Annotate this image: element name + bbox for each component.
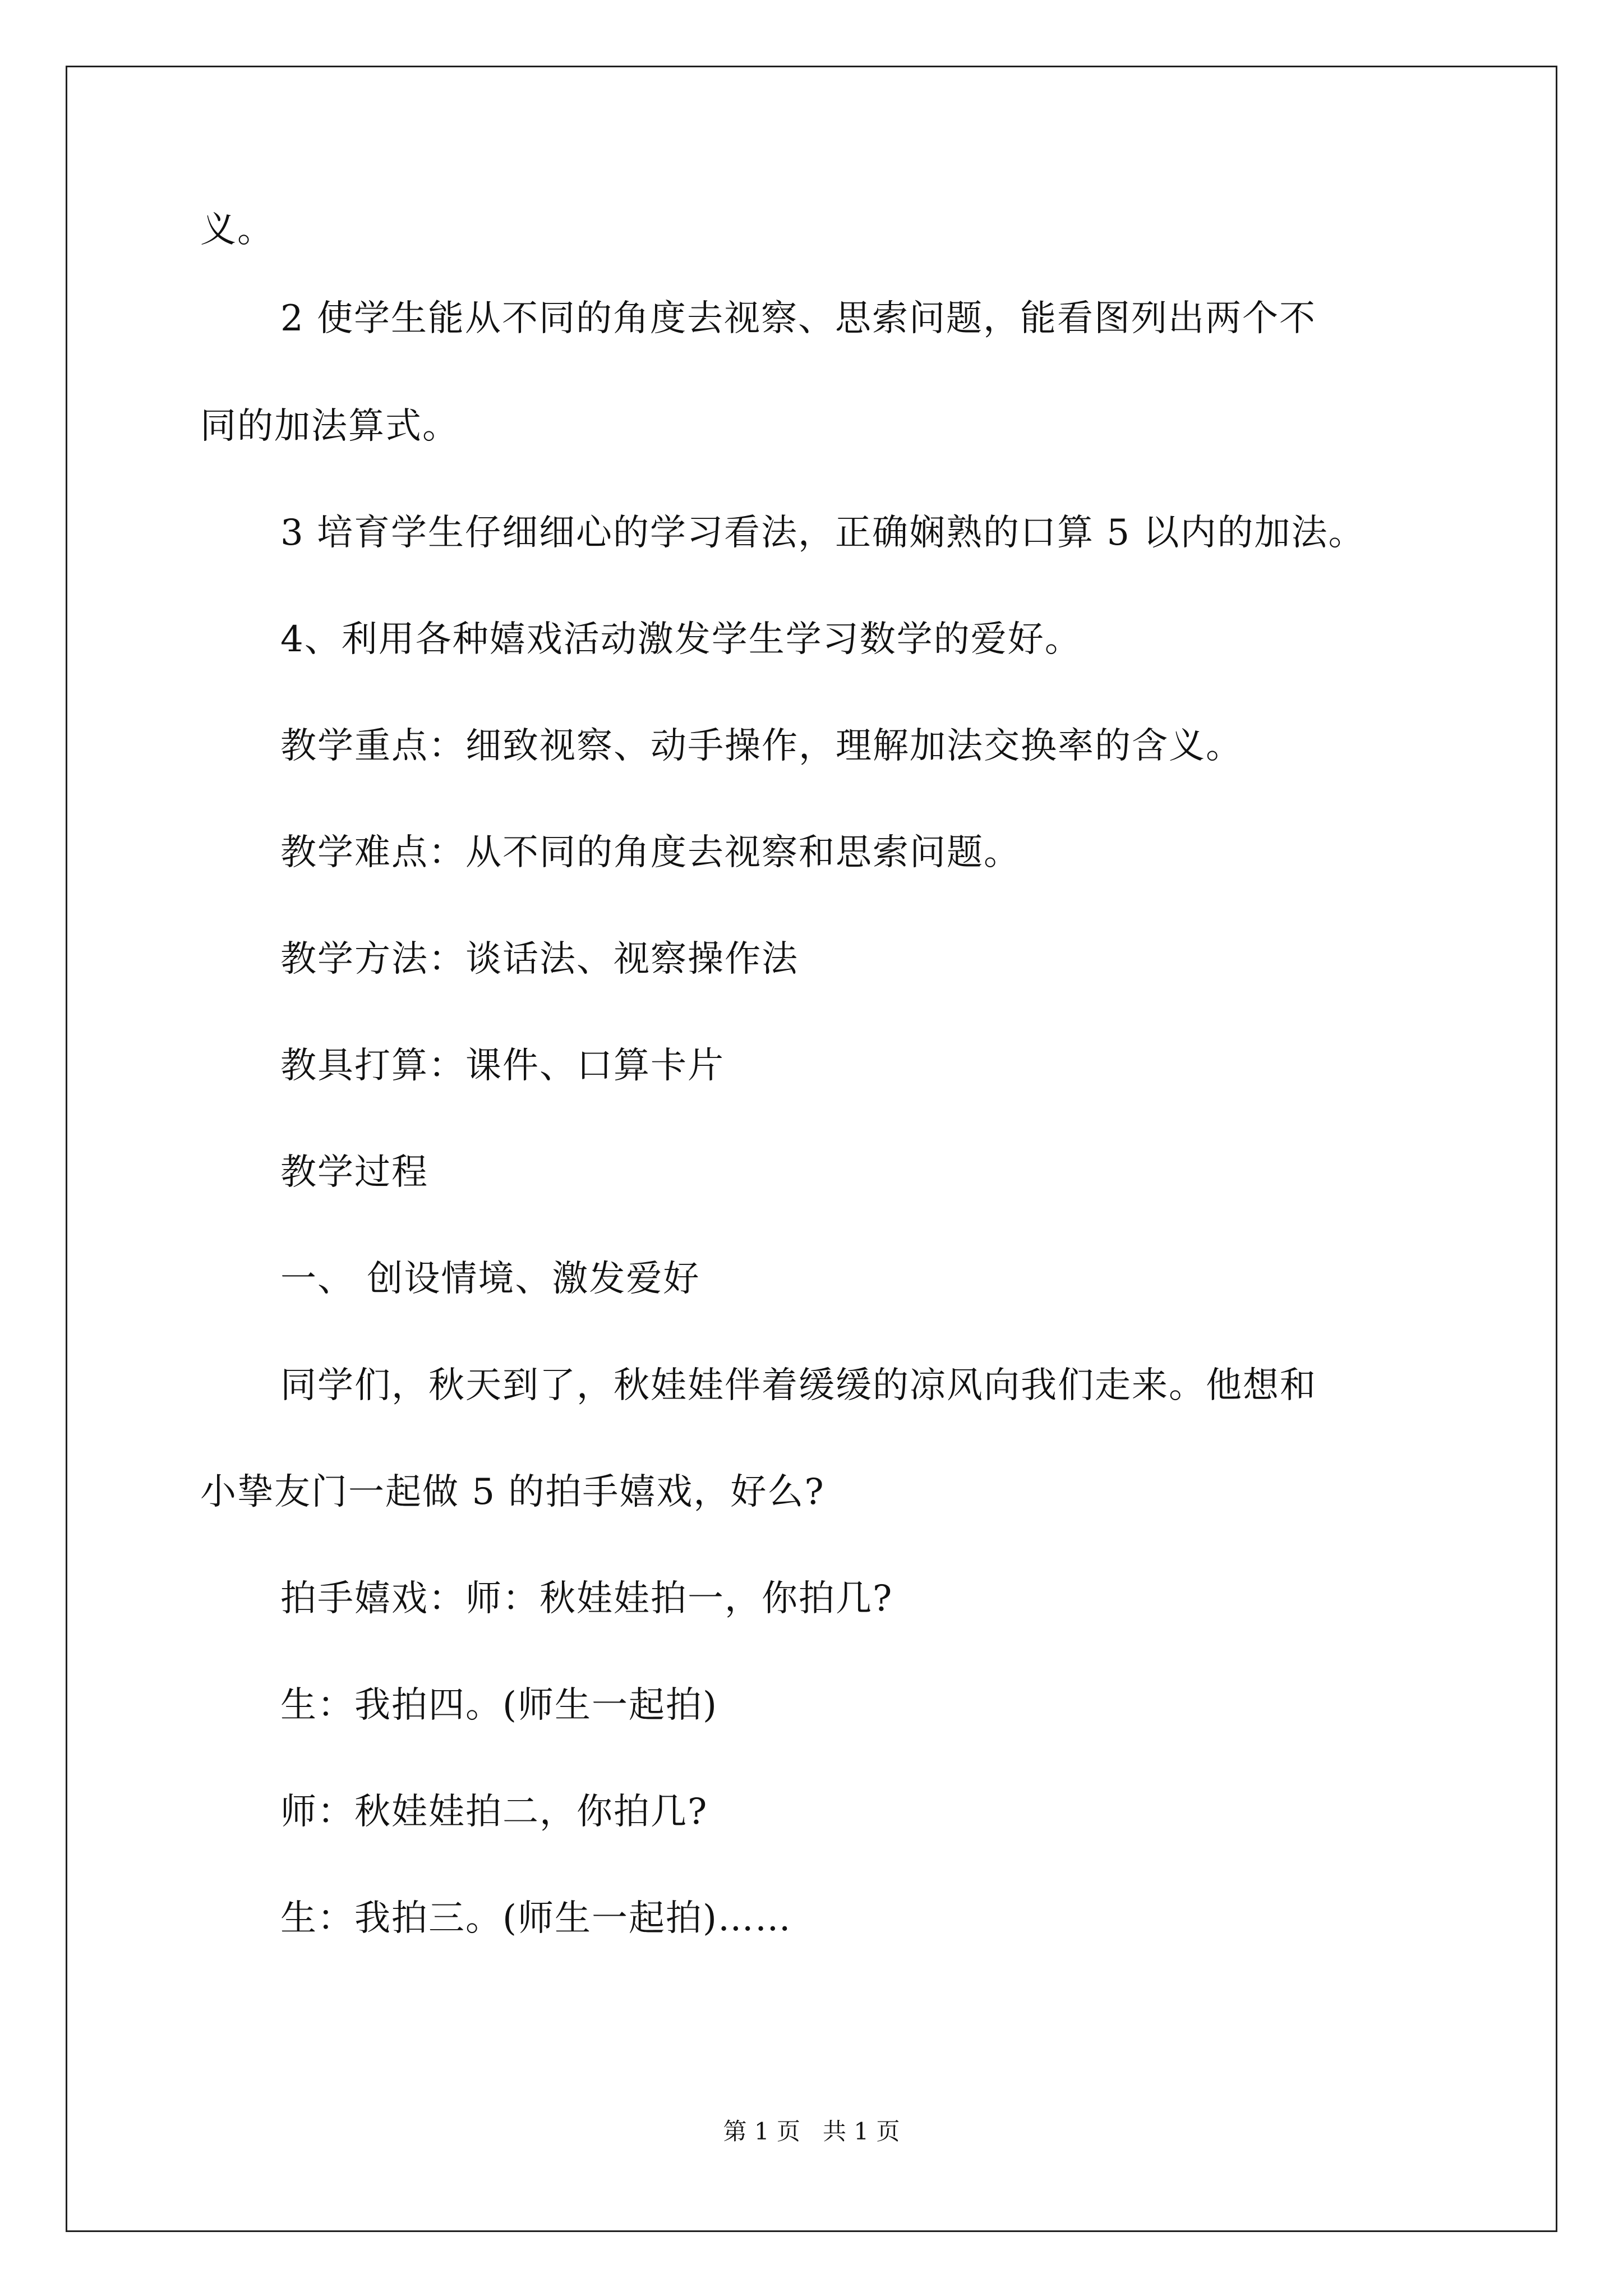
text-line-15: 生：我拍四。(师生一起拍)	[280, 1685, 718, 1726]
text-line-12: 同学们，秋天到了，秋娃娃伴着缓缓的凉风向我们走来。他想和	[280, 1365, 1317, 1406]
text-line-9: 教具打算：课件、口算卡片	[280, 1045, 725, 1087]
text-line-4: 3 培育学生仔细细心的学习看法，正确娴熟的口算 5 以内的加法。	[280, 512, 1366, 554]
text-line-11: 一、 创设情境、激发爱好	[280, 1258, 700, 1300]
text-line-7: 教学难点：从不同的角度去视察和思索问题。	[280, 832, 1021, 873]
text-line-13: 小挚友门一起做 5 的拍手嬉戏，好么?	[200, 1471, 825, 1513]
text-line-5: 4、利用各种嬉戏活动激发学生学习数学的爱好。	[280, 619, 1082, 660]
text-line-3: 同的加法算式。	[200, 406, 459, 447]
text-line-6: 教学重点：细致视察、动手操作，理解加法交换率的含义。	[280, 725, 1243, 767]
text-line-1: 义。	[200, 209, 274, 251]
text-line-14: 拍手嬉戏：师：秋娃娃拍一，你拍几?	[280, 1578, 893, 1619]
text-line-2: 2 使学生能从不同的角度去视察、思索问题，能看图列出两个不	[280, 298, 1317, 339]
page-footer: 第 1 页 共 1 页	[723, 2118, 900, 2145]
text-line-8: 教学方法：谈话法、视察操作法	[280, 938, 799, 980]
text-line-16: 师：秋娃娃拍二，你拍几?	[280, 1791, 708, 1833]
text-line-17: 生：我拍三。(师生一起拍)……	[280, 1898, 792, 1939]
text-line-10: 教学过程	[280, 1152, 428, 1193]
